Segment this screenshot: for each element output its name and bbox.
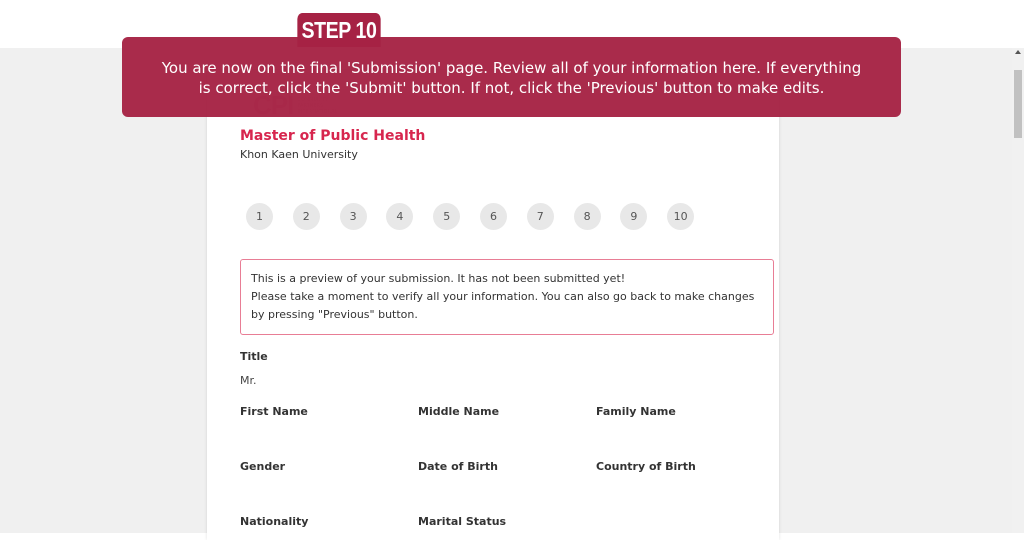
step-10[interactable]: 10	[667, 203, 694, 230]
step-1[interactable]: 1	[246, 203, 273, 230]
step-3[interactable]: 3	[340, 203, 367, 230]
step-2[interactable]: 2	[293, 203, 320, 230]
country-of-birth-label: Country of Birth	[596, 460, 696, 473]
step-7[interactable]: 7	[527, 203, 554, 230]
title-value: Mr.	[240, 374, 257, 387]
gender-label: Gender	[240, 460, 286, 473]
title-label: Title	[240, 350, 268, 363]
marital-status-label: Marital Status	[418, 515, 507, 528]
vertical-scrollbar[interactable]	[1012, 48, 1024, 533]
step-4[interactable]: 4	[386, 203, 413, 230]
tooltip-line-1: You are now on the final 'Submission' page. Review all of your information here. If everything	[161, 59, 862, 77]
scroll-thumb[interactable]	[1014, 70, 1022, 138]
step-9[interactable]: 9	[620, 203, 647, 230]
program-title: Master of Public Health	[240, 128, 426, 144]
notice-line-2: Please take a moment to verify all your information. You can also go back to make changes by pressing "Previous" button.	[251, 290, 755, 321]
university-name: Khon Kaen University	[240, 148, 358, 161]
step-5[interactable]: 5	[433, 203, 460, 230]
tooltip-line-2: is correct, click the 'Submit' button. If not, click the 'Previous' button to make edits.	[198, 79, 825, 97]
date-of-birth-label: Date of Birth	[418, 460, 498, 473]
notice-line-1: This is a preview of your submission. It has not been submitted yet!	[251, 272, 626, 285]
nationality-label: Nationality	[240, 515, 309, 528]
step-6[interactable]: 6	[480, 203, 507, 230]
tutorial-step-badge: STEP 10	[297, 13, 380, 47]
step-indicator	[246, 203, 714, 230]
step-8[interactable]: 8	[574, 203, 601, 230]
tutorial-tooltip	[122, 37, 901, 117]
middle-name-label: Middle Name	[418, 405, 500, 418]
preview-notice	[240, 259, 774, 335]
family-name-label: Family Name	[596, 405, 676, 418]
scroll-up-arrow-icon[interactable]	[1015, 50, 1021, 54]
first-name-label: First Name	[240, 405, 308, 418]
